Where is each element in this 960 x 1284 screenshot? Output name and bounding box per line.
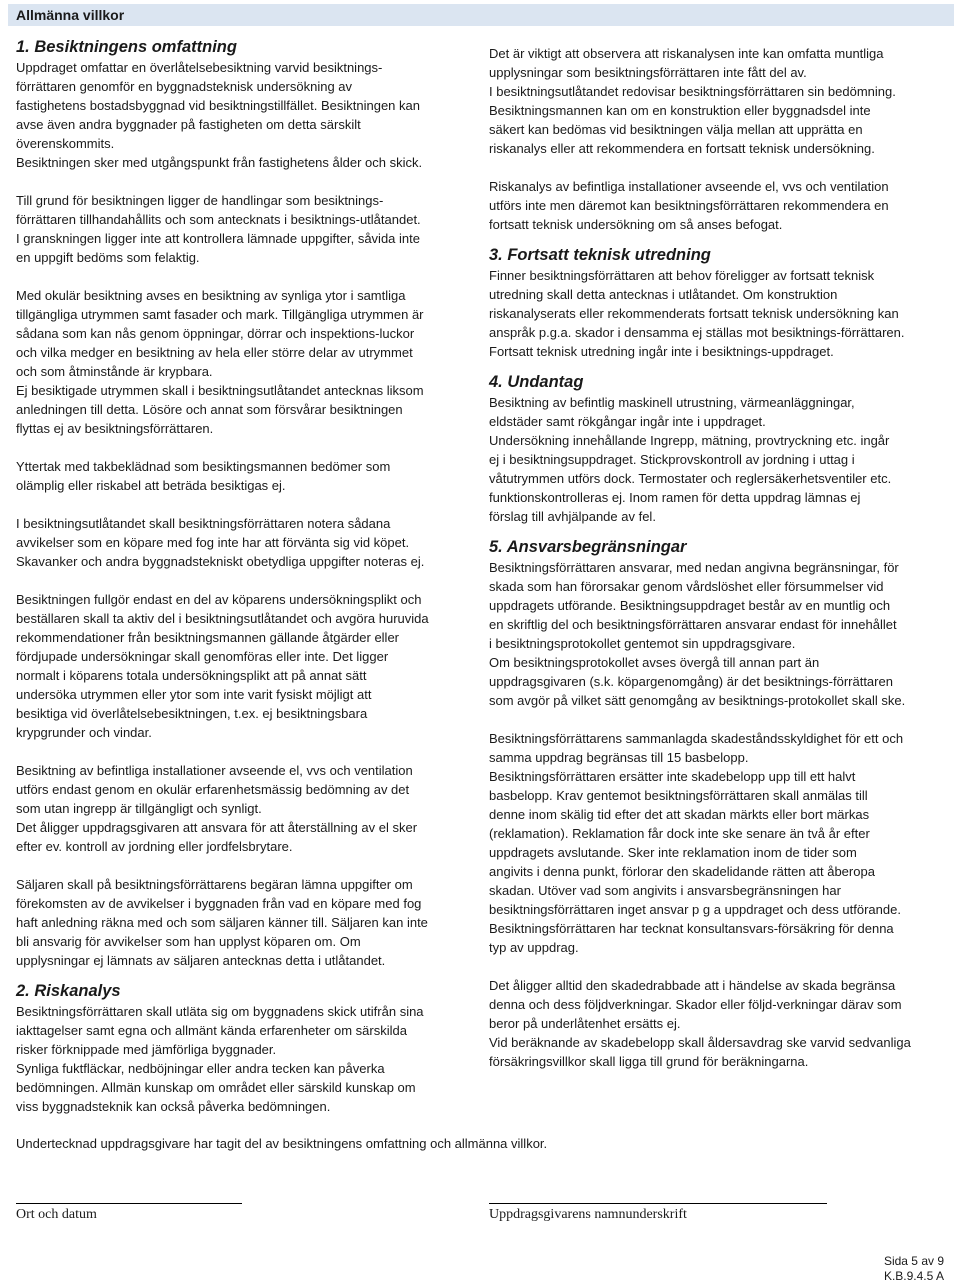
section-1-paragraph-4: Yttertak med takbeklädnad som besiktingsmannen bedömer som olämplig eller riskabel att beträda besiktigas ej. bbox=[16, 459, 391, 493]
section-5-paragraph-3: Det åligger alltid den skadedrabbade att i händelse av skada begränsa denna och dess följdverkningar. Skador eller följd-verkningar därav som beror på underlåtenhet ersätts ej. Vid beräknande av skadebelopp skall åldersavdrag ske varvid sedvanliga försäkringsvillkor skall ligga till grund för beräkningarna. bbox=[489, 978, 911, 1069]
document-title: Allmänna villkor bbox=[16, 7, 125, 23]
document-code: K.B.9.4.5 A bbox=[883, 1269, 944, 1283]
section-5-heading: 5. Ansvarsbegränsningar bbox=[489, 538, 687, 556]
agreement-statement: Undertecknad uppdragsgivare har tagit del av besiktningens omfattning och allmänna villkor. bbox=[16, 1136, 548, 1151]
section-5-paragraph-2: Besiktningsförrättarens sammanlagda skadeståndsskyldighet för ett och samma uppdrag begränsas till 15 basbelopp. Besiktningsförrättaren ersätter inte skadebelopp upp till ett halvt basbelopp. Krav gentemot besiktningsförrättaren skall anmälas till denne inom skälig tid efter det att skadan märkts eller bort märkas (reklamation). Reklamation får dock inte ske senare än två år efter uppdragets avslutande. Sker inte reklamation inom de tider som angivits i denna punkt, förlorar den skadelidande rätten att åberopa skadan. Utöver vad som angivits i ansvarsbegränsningen har besiktningsförrättaren inget ansvar p g a uppdraget och dess utförande. Besiktningsförrättaren har tecknat konsultansvars-försäkring för denna typ av uppdrag. bbox=[489, 731, 904, 955]
page-info bbox=[884, 1254, 944, 1284]
section-1-paragraph-5: I besiktningsutlåtandet skall besiktningsförrättaren notera sådana avvikelser som en köpare med fog inte har att förvänta sig vid köpet. Skavanker och andra byggnadstekniskt obetydliga uppgifter noteras ej. bbox=[16, 516, 425, 569]
section-1-paragraph-7: Besiktning av befintliga installationer avseende el, vvs och ventilation utförs endast genom en okulär erfarenhetsmässig bedömning av det som utan ingrepp är tillgängligt och synligt. Det åligger uppdragsgivaren att ansvara för att återställning av el sker efter ev. kontroll av jordning eller jordfelsbrytare. bbox=[16, 763, 418, 854]
section-3-paragraph: Finner besiktningsförrättaren att behov föreligger av fortsatt teknisk utredning skall detta antecknas i utlåtandet. Om konstruktion riskanalyserats eller rekommenderats fortsatt teknisk undersökning kan anspråk p.g.a. skador i densamma ej ställas mot besiktnings-förrättaren. Fortsatt teknisk utredning ingår inte i besiktnings-uppdraget. bbox=[489, 268, 905, 359]
section-4-paragraph: Besiktning av befintlig maskinell utrustning, värmeanläggningar, eldstäder samt rökgångar ingår inte i uppdraget. Undersökning innehållande Ingrepp, mätning, provtryckning etc. ingår ej i besiktningsuppdraget. Stickprovskontroll av jordning i uttag i våtutrymmen utförs dock. Termostater och reglersäkerhetsventiler etc. funktionskontrolleras ej. Inom ramen för detta uppdrag lämnas ej förslag till avhjälpande av fel. bbox=[489, 395, 892, 524]
section-1-paragraph-2: Till grund för besiktningen ligger de handlingar som besiktnings- förrättaren tillhandahållits och som antecknats i besiktnings-utlåtandet. I granskningen ligger inte att kontrollera lämnade uppgifter, såvida inte en uppgift bedöms som felaktig. bbox=[16, 193, 421, 265]
section-4-heading: 4. Undantag bbox=[489, 373, 584, 391]
section-1-paragraph-6: Besiktningen fullgör endast en del av köparens undersökningsplikt och beställaren skall ta aktiv del i besiktningsutlåtandet och avgöra huruvida rekommendationer från besiktningsmannen gällande åtgärder eller fördjupade undersökningar skall genomföras eller inte. Det ligger normalt i köparens totala undersökningsplikt att på annat sätt undersöka utrymmen eller ytor som inte varit fysiskt möjligt att besiktiga vid överlåtelsebesiktningen, t.ex. ej besiktningsbara krypgrunder och vindar. bbox=[16, 592, 429, 740]
section-2-paragraph: Besiktningsförrättaren skall utläta sig om byggnadens skick utifrån sina iakttagelser samt egna och allmänt kända erfarenheter om särskilda risker förknippade med jämförliga byggnader. Synliga fuktfläckar, nedböjningar eller andra tecken kan påverka bedömningen. Allmän kunskap om området eller särskild kunskap om viss byggnadsteknik kan också påverka bedömningen. bbox=[16, 1004, 424, 1114]
section-2-paragraph-3: Riskanalys av befintliga installationer avseende el, vvs och ventilation utförs inte men däremot kan besiktningsförrättaren rekommendera en fortsatt teknisk undersökning om så anses befogat. bbox=[489, 179, 889, 232]
section-2-heading: 2. Riskanalys bbox=[16, 982, 121, 1000]
section-2-paragraph-2: Det är viktigt att observera att riskanalysen inte kan omfatta muntliga upplysningar som besiktningsförrättaren inte fått del av. I besiktningsutlåtandet redovisar besiktningsförrättaren sin bedömning. Besiktningsmannen kan om en konstruktion eller byggnadsdel inte säkert kan bedömas vid besiktningen välja mellan att upprätta en riskanalys eller att rekommendera en fortsatt teknisk undersökning. bbox=[489, 46, 896, 156]
section-1-heading: 1. Besiktningens omfattning bbox=[16, 38, 237, 56]
signature-label-client-name: Uppdragsgivarens namnunderskrift bbox=[489, 1207, 687, 1222]
signature-label-place-date: Ort och datum bbox=[16, 1207, 97, 1222]
signature-line-place-date bbox=[16, 1203, 242, 1204]
right-column bbox=[489, 44, 947, 1071]
signature-line-client-name bbox=[489, 1203, 827, 1204]
section-1-paragraph-8: Säljaren skall på besiktningsförrättarens begäran lämna uppgifter om förekomsten av de avvikelser i byggnaden från vad en köpare med fog haft anledning räkna med och som säljaren känner till. Säljaren kan inte bli ansvarig för avvikelser som han upplyst köparen om. Om upplysningar ej lämnats av säljaren antecknas detta i utlåtandet. bbox=[16, 877, 428, 968]
section-1-paragraph-3: Med okulär besiktning avses en besiktning av synliga ytor i samtliga tillgängliga utrymmen samt fasader och mark. Tillgängliga utrymmen är sådana som kan nås genom öppningar, dörrar och inspektions-luckor och vilka medger en besiktning av hela eller större delar av utrymmet och som åtminstånde är krypbara. Ej besiktigade utrymmen skall i besiktningsutlåtandet antecknas liksom anledningen till detta. Lösöre och annat som försvårar besiktningen flyttas ej av besiktningsförrättaren. bbox=[16, 288, 424, 436]
page-number: Sida 5 av 9 bbox=[883, 1254, 944, 1268]
header-bar bbox=[8, 4, 954, 26]
section-3-heading: 3. Fortsatt teknisk utredning bbox=[489, 246, 711, 264]
section-5-paragraph-1: Besiktningsförrättaren ansvarar, med nedan angivna begränsningar, för skada som han förorsakar genom vårdslöshet eller försummelser vid uppdragets utförande. Besiktningsuppdraget består av en muntlig och en skriftlig del och besiktningsförrättaren ansvarar endast för innehållet i besiktningsprotokollet gentemot sin uppdragsgivare. Om besiktningsprotokollet avses övergå till annan part än uppdragsgivaren (s.k. köpargenomgång) är det besiktnings-förrättaren som avgör på vilket sätt genomgång av besiktnings-protokollet skall ske. bbox=[489, 560, 906, 708]
section-1-paragraph-1: Uppdraget omfattar en överlåtelsebesiktning varvid besiktnings- förrättaren genomför en byggnadsteknisk undersökning av fastighetens bostadsbyggnad vid besiktningstillfället. Besiktningen kan avse även andra byggnader på fastigheten om detta särskilt överenskommits. Besiktningen sker med utgångspunkt från fastighetens ålder och skick. bbox=[16, 60, 423, 170]
left-column bbox=[16, 36, 478, 1116]
